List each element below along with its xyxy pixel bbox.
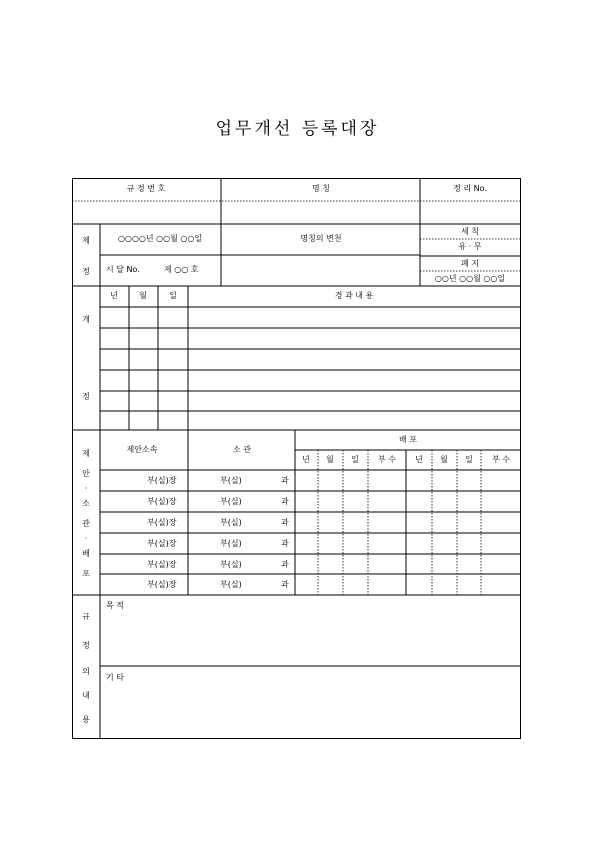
proposer-dept-cell: 부(실)장	[147, 560, 177, 569]
jurisdiction-dept-cell: 부(실)	[220, 580, 242, 589]
proposal-side-char: 소	[82, 499, 90, 508]
proposer-header: 제안소속	[126, 445, 158, 454]
proposer-dept-cell: 부(실)장	[147, 539, 177, 548]
establish-date: ○○○○년 ○○월 ○○일	[117, 234, 203, 243]
revision-month-header: 월	[139, 291, 147, 300]
content-side-char: 규	[82, 612, 90, 621]
establish-side-bottom: 정	[82, 267, 90, 276]
proposal-side-char: 안	[82, 469, 90, 478]
revision-side-bottom: 정	[82, 392, 90, 401]
establish-side-top: 제	[82, 236, 90, 245]
distribution-subheader: 부 수	[378, 455, 396, 464]
distribution-subheader: 월	[440, 455, 448, 464]
jurisdiction-section-cell: 과	[281, 476, 289, 485]
distribution-subheader: 월	[326, 455, 334, 464]
distribution-subheader: 일	[465, 455, 473, 464]
jurisdiction-section-cell: 과	[281, 497, 289, 506]
name-change-label: 명칭의 변천	[300, 234, 342, 243]
revision-side-top: 개	[82, 315, 90, 324]
jurisdiction-dept-cell: 부(실)	[220, 476, 242, 485]
form-grid	[72, 178, 521, 739]
jurisdiction-dept-cell: 부(실)	[220, 518, 242, 527]
proposal-side-char: 배	[82, 549, 90, 558]
jurisdiction-section-cell: 과	[281, 539, 289, 548]
proposal-side-char: ·	[84, 484, 88, 493]
option-new-rule: 세 칙	[461, 227, 479, 236]
jurisdiction-header: 소 관	[233, 445, 251, 454]
content-side-char: 용	[82, 715, 90, 724]
content-side-char: 정	[82, 641, 90, 650]
proposal-side-char: 제	[82, 449, 90, 458]
jurisdiction-section-cell: 과	[281, 518, 289, 527]
revision-year-header: 년	[110, 291, 118, 300]
name-label: 명 칭	[312, 184, 330, 193]
reg-no-label: 규 정 번 호	[126, 184, 166, 193]
distribution-header: 배 포	[399, 435, 417, 444]
option-yes-no: 유 · 무	[458, 242, 482, 251]
option-abolish: 폐 지	[461, 259, 479, 268]
proposer-dept-cell: 부(실)장	[147, 580, 177, 589]
abolish-date: ○○년 ○○월 ○○일	[434, 274, 506, 283]
proposal-side-char: ·	[84, 534, 88, 543]
distribution-subheader: 년	[415, 455, 423, 464]
revision-content-header: 경 과 내 용	[334, 291, 374, 300]
jurisdiction-dept-cell: 부(실)	[220, 539, 242, 548]
revision-day-header: 일	[169, 291, 177, 300]
distribution-subheader: 부 수	[492, 455, 510, 464]
jurisdiction-section-cell: 과	[281, 560, 289, 569]
exec-no-label: 시 달 No.	[106, 265, 140, 274]
content-side-char: 의	[82, 667, 90, 676]
proposer-dept-cell: 부(실)장	[147, 476, 177, 485]
proposal-side-char: 포	[82, 569, 90, 578]
jurisdiction-section-cell: 과	[281, 580, 289, 589]
page-title: 업무개선 등록대장	[215, 119, 380, 139]
jurisdiction-dept-cell: 부(실)	[220, 560, 242, 569]
registration-form	[72, 178, 521, 739]
jurisdiction-dept-cell: 부(실)	[220, 497, 242, 506]
other-label: 기 타	[106, 673, 124, 682]
org-no-label: 정 리 No.	[453, 184, 487, 193]
proposer-dept-cell: 부(실)장	[147, 497, 177, 506]
distribution-subheader: 일	[351, 455, 359, 464]
purpose-label: 목 적	[106, 601, 124, 610]
issue-no-label: 제 ○○ 호	[164, 265, 199, 274]
proposal-side-char: 관	[82, 519, 90, 528]
content-side-char: 내	[82, 691, 90, 700]
proposer-dept-cell: 부(실)장	[147, 518, 177, 527]
distribution-subheader: 년	[302, 455, 310, 464]
